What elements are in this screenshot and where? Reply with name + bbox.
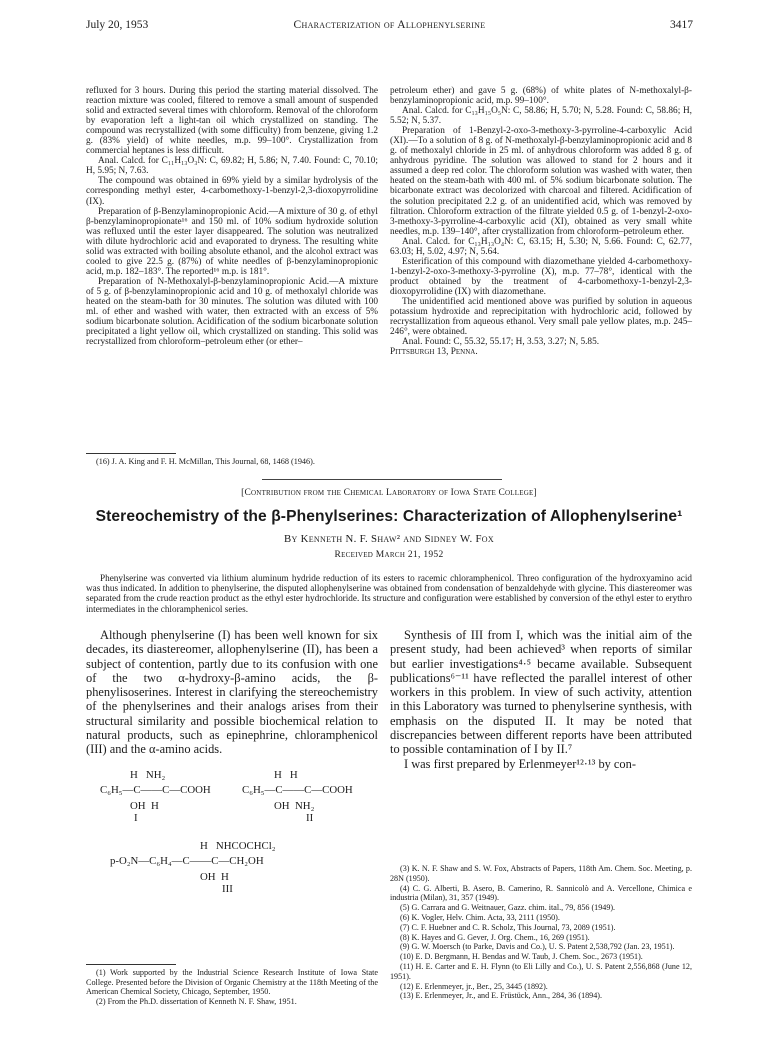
structure-text: C₆H₅—C——C—COOH xyxy=(242,784,353,796)
structure-text: OH H xyxy=(130,800,159,812)
top-left-column xyxy=(86,86,378,347)
structure-label: III xyxy=(222,883,233,895)
paragraph: I was first prepared by Erlenmeyer¹²·¹³ by con- xyxy=(404,756,636,771)
location-line: Pittsburgh 13, Penna. xyxy=(390,347,478,358)
analysis-paragraph: Anal. Found: C, 55.32, 55.17; H, 3.53, 3.27; N, 5.85. xyxy=(402,337,600,348)
paragraph: The compound was obtained in 69% yield by a similar hydrolysis of the corresponding methyl ester, 4-carbomethoxy-1-benzyl-2,3-dioxopyrrolidine (IX). xyxy=(86,176,378,207)
structure-text: p-O₂N—C₆H₄—C——C—CH₂OH xyxy=(110,855,264,867)
paragraph: Esterification of this compound with diazomethane yielded 4-carbomethoxy-1-benzyl-2-oxo-3-methoxy-3-pyrroline (X), m.p. 77–78°, identical with the product obtained by the treatment of 4-carbomethoxy-1-benzyl-2,3-dioxopyrrolidine (IX) with diazomethane. xyxy=(390,256,692,297)
analysis-paragraph: Anal. Calcd. for C₁₃H₁₅O₅N: C, 58.86; H, 5.70; N, 5.28. Found: C, 58.86; H, 5.52; N, 5.37. xyxy=(390,106,692,127)
paragraph: refluxed for 3 hours. During this period the starting material dissolved. The reaction mixture was cooled, filtered to remove a small amount of suspended solid and extracted several times with chloroform. Removal of the chloroform by evaporation left a light-tan oil which crystallized on standing. The compound was recrystallized (with some difficulty) from benzene, giving 1.2 g. (83% yield) of white needles, m.p. 99–100°. Crystallization from commercial heptanes is less difficult. xyxy=(86,86,378,157)
reference-item: (9) G. W. Moersch (to Parke, Davis and Co.), U. S. Patent 2,538,792 (Jan. 23, 1951). xyxy=(400,942,675,952)
paragraph: Synthesis of III from I, which was the initial aim of the present study, had been achieved³ when reports of similar but earlier investigations⁴·⁵ became available. Subsequent publications⁶⁻¹¹ have reflected the parallel interest of other workers in this problem. In view of such activity, attention in this Laboratory was turned to phenylserine synthesis, with emphasis on the disputed II. It may be noted that discrepancies between different reports have been attributed to possible contamination of I by II.⁷ xyxy=(390,628,692,757)
structure-text: OH H xyxy=(200,871,229,883)
structure-label: II xyxy=(306,812,314,824)
reference-item: (3) K. N. F. Shaw and S. W. Fox, Abstracts of Papers, 118th Am. Chem. Soc. Meeting, p. 28N (1950). xyxy=(390,864,692,883)
article-title: Stereochemistry of the β-Phenylserines: Characterization of Allophenylserine¹ xyxy=(95,508,683,525)
structure-I xyxy=(100,769,240,835)
reference-item: (6) K. Vogler, Helv. Chim. Acta, 33, 2111 (1950). xyxy=(400,912,560,922)
paragraph: Preparation of N-Methoxalyl-β-benzylaminopropionic Acid.—A mixture of 5 g. of β-benzylaminopropionic acid and 10 g. of methoxalyl chloride was heated on the steam-bath for 30 minutes. The solution was diluted with 100 ml. of ether and washed with water, then extracted with an excess of 5% sodium bicarbonate solution. Acidification of the sodium bicarbonate solution precipitated a light yellow oil, which crystallized on standing. This solid was recrystallized from chloroform–petroleum ether (or ether– xyxy=(86,276,378,348)
reference-item: (12) E. Erlenmeyer, jr., Ber., 25, 3445 (1892). xyxy=(400,981,548,991)
top-right-column xyxy=(390,86,692,357)
structure-text: C₆H₅—C——C—COOH xyxy=(100,784,211,796)
reference-list xyxy=(390,864,692,1001)
structure-text: OH NH₂ xyxy=(274,800,315,812)
reference-item: (5) G. Carrara and G. Weitnauer, Gazz. chim. ital., 79, 856 (1949). xyxy=(400,903,616,913)
received-date: Received March 21, 1952 xyxy=(334,550,444,560)
structure-III xyxy=(110,840,360,906)
running-header xyxy=(86,19,693,33)
structure-label: I xyxy=(134,812,138,824)
analysis-paragraph: Anal. Calcd. for C₁₃H₁₃O₄N: C, 63.15; H, 5.30; N, 5.66. Found: C, 62.77, 63.03; H, 5.02, 4.97; N, 5.64. xyxy=(390,236,692,257)
header-running-title: Characterization of Allophenylserine xyxy=(293,19,486,31)
body-left-column xyxy=(86,628,378,757)
paragraph: Preparation of β-Benzylaminopropionic Acid.—A mixture of 30 g. of ethyl β-benzylaminopropionate¹⁶ and 150 ml. of 10% sodium hydroxide solution was refluxed until the ester layer disappeared. The solution was neutralized with dilute hydrochloric acid and evaporated to dryness. The resulting white solid was extracted with boiling absolute ethanol, and the alcohol extract was cooled to give 22.5 g. (87%) of white needles of β-benzylaminopropionic acid, m.p. 182–183°. The reported¹⁶ m.p. is 181°. xyxy=(86,206,378,277)
structure-text: H NHCOCHCl₂ xyxy=(200,840,276,852)
paragraph: Although phenylserine (I) has been well known for six decades, its diastereomer, allophenylserine (II), has been a subject of contention, partly due to its confusion with one of the two α-hydroxy-β-amino acids, the β-phenylisoserines. Interest in clarifying the stereochemistry of the phenylserines and their analogs arises from their structural similarity and possible biochemical relation to natural products, such as epinephrine, chloramphenicol (III) and the α-amino acids. xyxy=(86,628,378,757)
header-date: July 20, 1953 xyxy=(86,19,149,31)
paragraph: The unidentified acid mentioned above was purified by solution in aqueous potassium hydroxide and reprecipitation with hydrochloric acid, followed by recrystallization from aqueous ethanol. Very small pale yellow plates, m.p. 245–246°, were obtained. xyxy=(390,296,692,338)
structure-text: H NH₂ xyxy=(130,769,166,781)
byline: By Kenneth N. F. Shaw² and Sidney W. Fox xyxy=(284,533,494,545)
reference-item: (10) E. D. Bergmann, H. Bendas and W. Taub, J. Chem. Soc., 2673 (1951). xyxy=(400,952,643,962)
footnote-1: (1) Work supported by the Industrial Science Research Institute of Iowa State College. Presented before the Division of Organic Chemistry at the 118th Meeting of the American Chemical Society, Chicago, September, 1950. xyxy=(86,968,378,997)
structure-II xyxy=(242,769,382,835)
footnote-16: (16) J. A. King and F. H. McMillan, This Journal, 68, 1468 (1946). xyxy=(96,457,315,466)
abstract: Phenylserine was converted via lithium aluminum hydride reduction of its esters to racemic chloramphenicol. Threo configuration of the hydroxyamino acid was thus indicated. In addition to phenylserine, the disputed allophenylserine was obtained from condensation of benzaldehyde with glycine. This diastereomer was separated from the crude reaction product as the ethyl ester hydrochloride. Its structure and configuration were established by conversion of the ethyl ester to erythro intermediates in the chloramphenicol series. xyxy=(86,573,692,614)
reference-item: (7) C. F. Huebner and C. R. Scholz, This Journal, 73, 2089 (1951). xyxy=(400,922,616,932)
footnote-2: (2) From the Ph.D. dissertation of Kenneth N. F. Shaw, 1951. xyxy=(96,996,297,1006)
reference-item: (11) H. E. Carter and E. H. Flynn (to Eli Lilly and Co.), U. S. Patent 2,556,868 (June 12, 1951). xyxy=(390,961,692,981)
header-page-number: 3417 xyxy=(670,19,693,31)
top-left-footnote xyxy=(86,457,378,467)
article-separator-rule xyxy=(262,479,502,480)
body-right-column xyxy=(390,628,692,771)
contribution-line: [Contribution from the Chemical Laboratory of Iowa State College] xyxy=(241,488,537,498)
paragraph: Preparation of 1-Benzyl-2-oxo-3-methoxy-3-pyrroline-4-carboxylic Acid (XI).—To a solution of 8 g. of N-methoxalyl-β-benzylaminopropionic acid and 8 g. of methoxalyl chloride in 25 ml. of anhydrous chloroform was added 8 g. of anhydrous pyridine. The solution was allowed to stand for 2 hours and it assumed a deep red color. The chloroform solution was washed with water, then heated on the steam-bath with 400 ml. of 5% sodium bicarbonate solution. The bicarbonate extract was decolorized with charcoal and filtered. Acidification of the solution precipitated 2.2 g. of an unidentified acid, which was removed by filtration. Chloroform extraction of the filtrate yielded 0.5 g. of 1-benzyl-2-oxo-3-methoxy-3-pyrroline-4-carboxylic acid (XI), obtained as very small white needles, m.p. 139–140°, after crystallization from chloroform–petroleum ether. xyxy=(390,126,692,237)
footnote-rule xyxy=(86,453,176,454)
reference-item: (8) K. Hayes and G. Gever, J. Org. Chem., 16, 269 (1951). xyxy=(400,932,590,942)
reference-item: (13) E. Erlenmeyer, Jr., and E. Früstück, Ann., 284, 36 (1894). xyxy=(400,991,602,1001)
paragraph: petroleum ether) and gave 5 g. (68%) of white plates of N-methoxalyl-β-benzylaminopropionic acid, m.p. 99–100°. xyxy=(390,86,692,107)
structure-text: H H xyxy=(274,769,298,781)
footnote-rule xyxy=(86,964,176,965)
reference-item: (4) C. G. Alberti, B. Asero, B. Camerino, R. Sannicolò and A. Vercellone, Chimica e industria (Milan), 31, 357 (1949). xyxy=(390,883,692,903)
analysis-paragraph: Anal. Calcd. for C₁₁H₁₃O₃N: C, 69.82; H, 5.86; N, 7.40. Found: C, 70.10; H, 5.95; N, 7.63. xyxy=(86,156,378,177)
left-footnotes xyxy=(86,968,378,1006)
